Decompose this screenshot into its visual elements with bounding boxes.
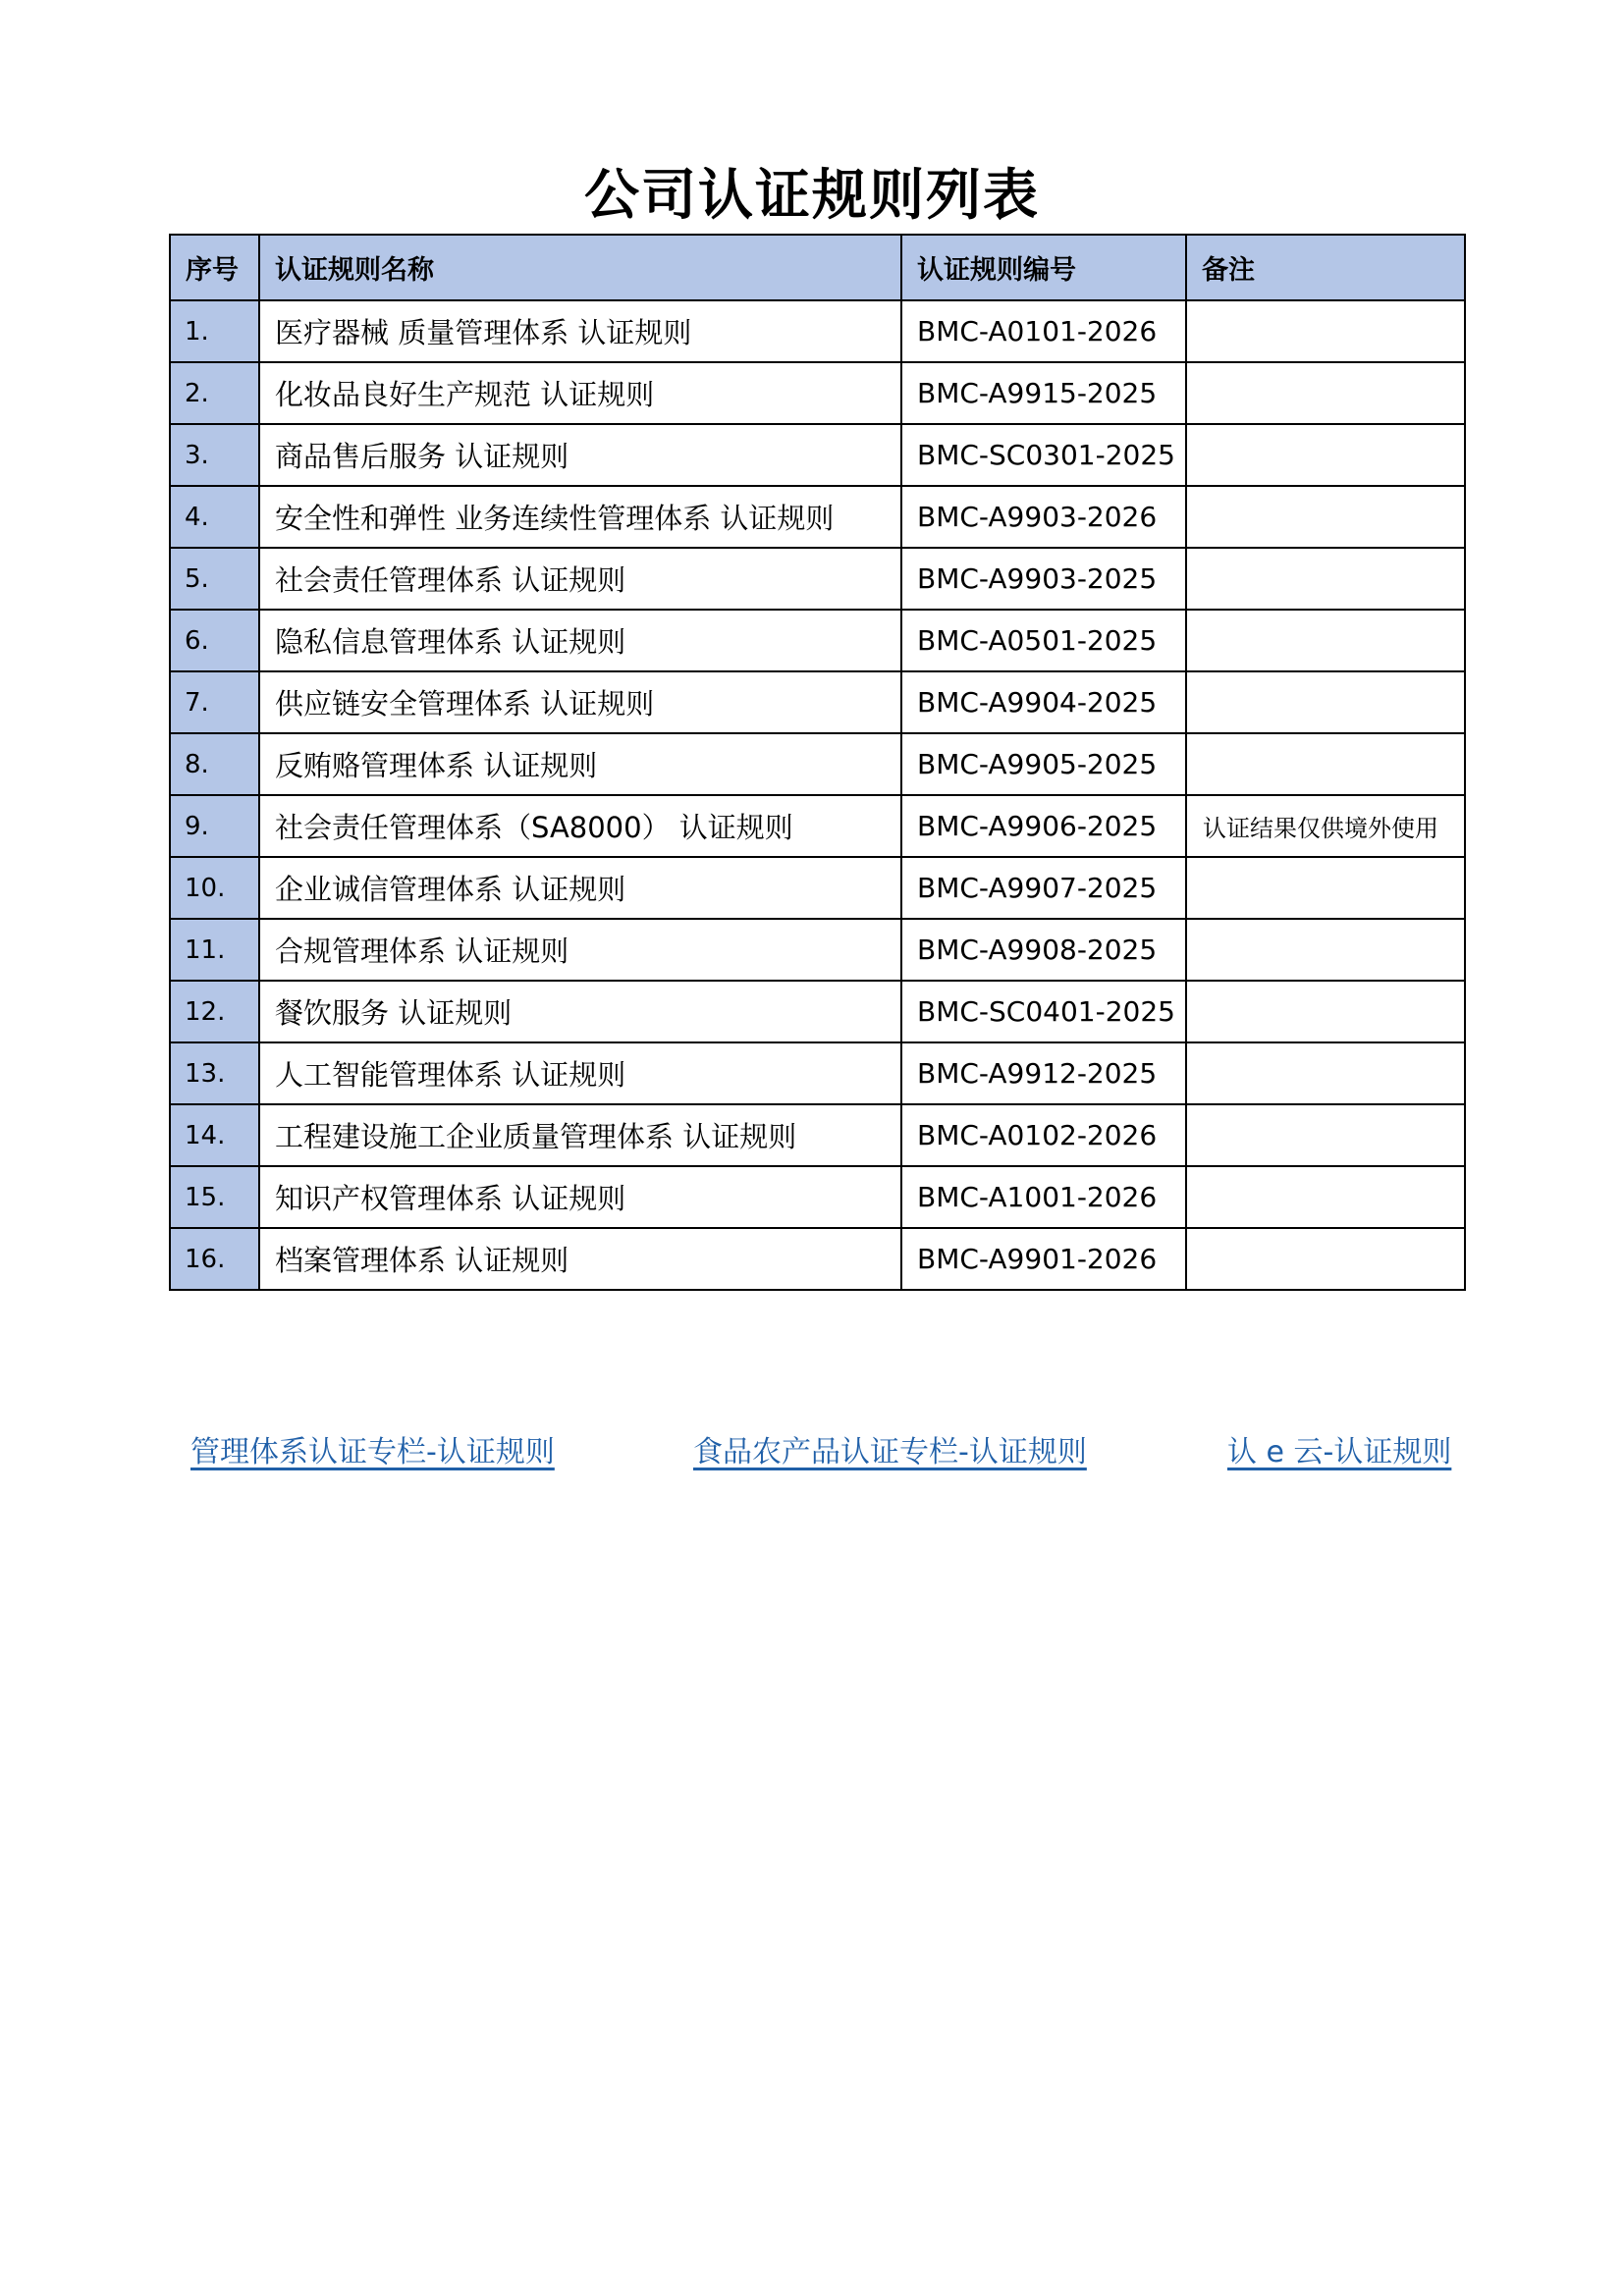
row-index: 5.: [170, 548, 259, 610]
link-food-agri-product-rules[interactable]: 食品农产品认证专栏-认证规则: [693, 1435, 1087, 1469]
table-row: [170, 1042, 1465, 1104]
rule-note: [1186, 1104, 1465, 1166]
table-row: [170, 362, 1465, 424]
table-row: [170, 1166, 1465, 1228]
row-index: 11.: [170, 919, 259, 981]
table-row: [170, 981, 1465, 1042]
rule-note: [1186, 486, 1465, 548]
footer-links: [0, 1427, 1624, 1470]
table-header-row: [170, 235, 1465, 300]
rule-note: [1186, 300, 1465, 362]
rule-name: 供应链安全管理体系 认证规则: [259, 671, 901, 733]
rule-code: BMC-A1001-2026: [901, 1166, 1186, 1228]
rule-code: BMC-A0101-2026: [901, 300, 1186, 362]
rule-note: [1186, 1166, 1465, 1228]
rule-name: 社会责任管理体系（SA8000） 认证规则: [259, 795, 901, 857]
table-row: [170, 795, 1465, 857]
row-index: 15.: [170, 1166, 259, 1228]
table-row: [170, 919, 1465, 981]
rule-note: [1186, 981, 1465, 1042]
rule-note: [1186, 857, 1465, 919]
rule-code: BMC-A0501-2025: [901, 610, 1186, 671]
table-row: [170, 300, 1465, 362]
rule-name: 人工智能管理体系 认证规则: [259, 1042, 901, 1104]
column-header-note: 备注: [1186, 235, 1465, 300]
row-index: 8.: [170, 733, 259, 795]
row-index: 9.: [170, 795, 259, 857]
row-index: 2.: [170, 362, 259, 424]
row-index: 10.: [170, 857, 259, 919]
table-row: [170, 1104, 1465, 1166]
rule-note: [1186, 610, 1465, 671]
rule-code: BMC-A9908-2025: [901, 919, 1186, 981]
rule-code: BMC-A9915-2025: [901, 362, 1186, 424]
row-index: 7.: [170, 671, 259, 733]
rule-note: [1186, 919, 1465, 981]
rule-note: [1186, 671, 1465, 733]
rule-note: [1186, 733, 1465, 795]
row-index: 14.: [170, 1104, 259, 1166]
rule-code: BMC-SC0401-2025: [901, 981, 1186, 1042]
rule-name: 企业诚信管理体系 认证规则: [259, 857, 901, 919]
rule-note: [1186, 548, 1465, 610]
row-index: 4.: [170, 486, 259, 548]
row-index: 12.: [170, 981, 259, 1042]
rule-note: 认证结果仅供境外使用: [1186, 795, 1465, 857]
column-header-code: 认证规则编号: [901, 235, 1186, 300]
rule-name: 商品售后服务 认证规则: [259, 424, 901, 486]
rule-name: 工程建设施工企业质量管理体系 认证规则: [259, 1104, 901, 1166]
table-row: [170, 610, 1465, 671]
rule-code: BMC-SC0301-2025: [901, 424, 1186, 486]
row-index: 16.: [170, 1228, 259, 1290]
rule-name: 安全性和弹性 业务连续性管理体系 认证规则: [259, 486, 901, 548]
table-row: [170, 857, 1465, 919]
rule-code: BMC-A9901-2026: [901, 1228, 1186, 1290]
rule-note: [1186, 424, 1465, 486]
rule-code: BMC-A9904-2025: [901, 671, 1186, 733]
column-header-index: 序号: [170, 235, 259, 300]
rule-code: BMC-A9903-2025: [901, 548, 1186, 610]
table-body: [170, 300, 1465, 1290]
rule-name: 档案管理体系 认证规则: [259, 1228, 901, 1290]
rule-code: BMC-A9907-2025: [901, 857, 1186, 919]
rule-name: 隐私信息管理体系 认证规则: [259, 610, 901, 671]
rule-code: BMC-A9905-2025: [901, 733, 1186, 795]
table-row: [170, 671, 1465, 733]
rule-name: 知识产权管理体系 认证规则: [259, 1166, 901, 1228]
rule-code: BMC-A0102-2026: [901, 1104, 1186, 1166]
table-row: [170, 1228, 1465, 1290]
rule-name: 餐饮服务 认证规则: [259, 981, 901, 1042]
row-index: 1.: [170, 300, 259, 362]
page-title: 公司认证规则列表: [584, 163, 1040, 228]
rule-name: 医疗器械 质量管理体系 认证规则: [259, 300, 901, 362]
rule-code: BMC-A9903-2026: [901, 486, 1186, 548]
row-index: 6.: [170, 610, 259, 671]
column-header-name: 认证规则名称: [259, 235, 901, 300]
rule-note: [1186, 1228, 1465, 1290]
rule-code: BMC-A9912-2025: [901, 1042, 1186, 1104]
row-index: 3.: [170, 424, 259, 486]
link-rene-cloud-rules[interactable]: 认 e 云-认证规则: [1227, 1435, 1452, 1469]
rule-note: [1186, 362, 1465, 424]
table-row: [170, 424, 1465, 486]
rule-code: BMC-A9906-2025: [901, 795, 1186, 857]
rule-name: 社会责任管理体系 认证规则: [259, 548, 901, 610]
rule-note: [1186, 1042, 1465, 1104]
table-header: [170, 235, 1465, 300]
rule-name: 反贿赂管理体系 认证规则: [259, 733, 901, 795]
row-index: 13.: [170, 1042, 259, 1104]
table-row: [170, 733, 1465, 795]
table-row: [170, 486, 1465, 548]
rule-name: 化妆品良好生产规范 认证规则: [259, 362, 901, 424]
table-row: [170, 548, 1465, 610]
certification-rules-table: [169, 234, 1466, 1291]
rule-name: 合规管理体系 认证规则: [259, 919, 901, 981]
link-management-system-rules[interactable]: 管理体系认证专栏-认证规则: [190, 1435, 555, 1469]
